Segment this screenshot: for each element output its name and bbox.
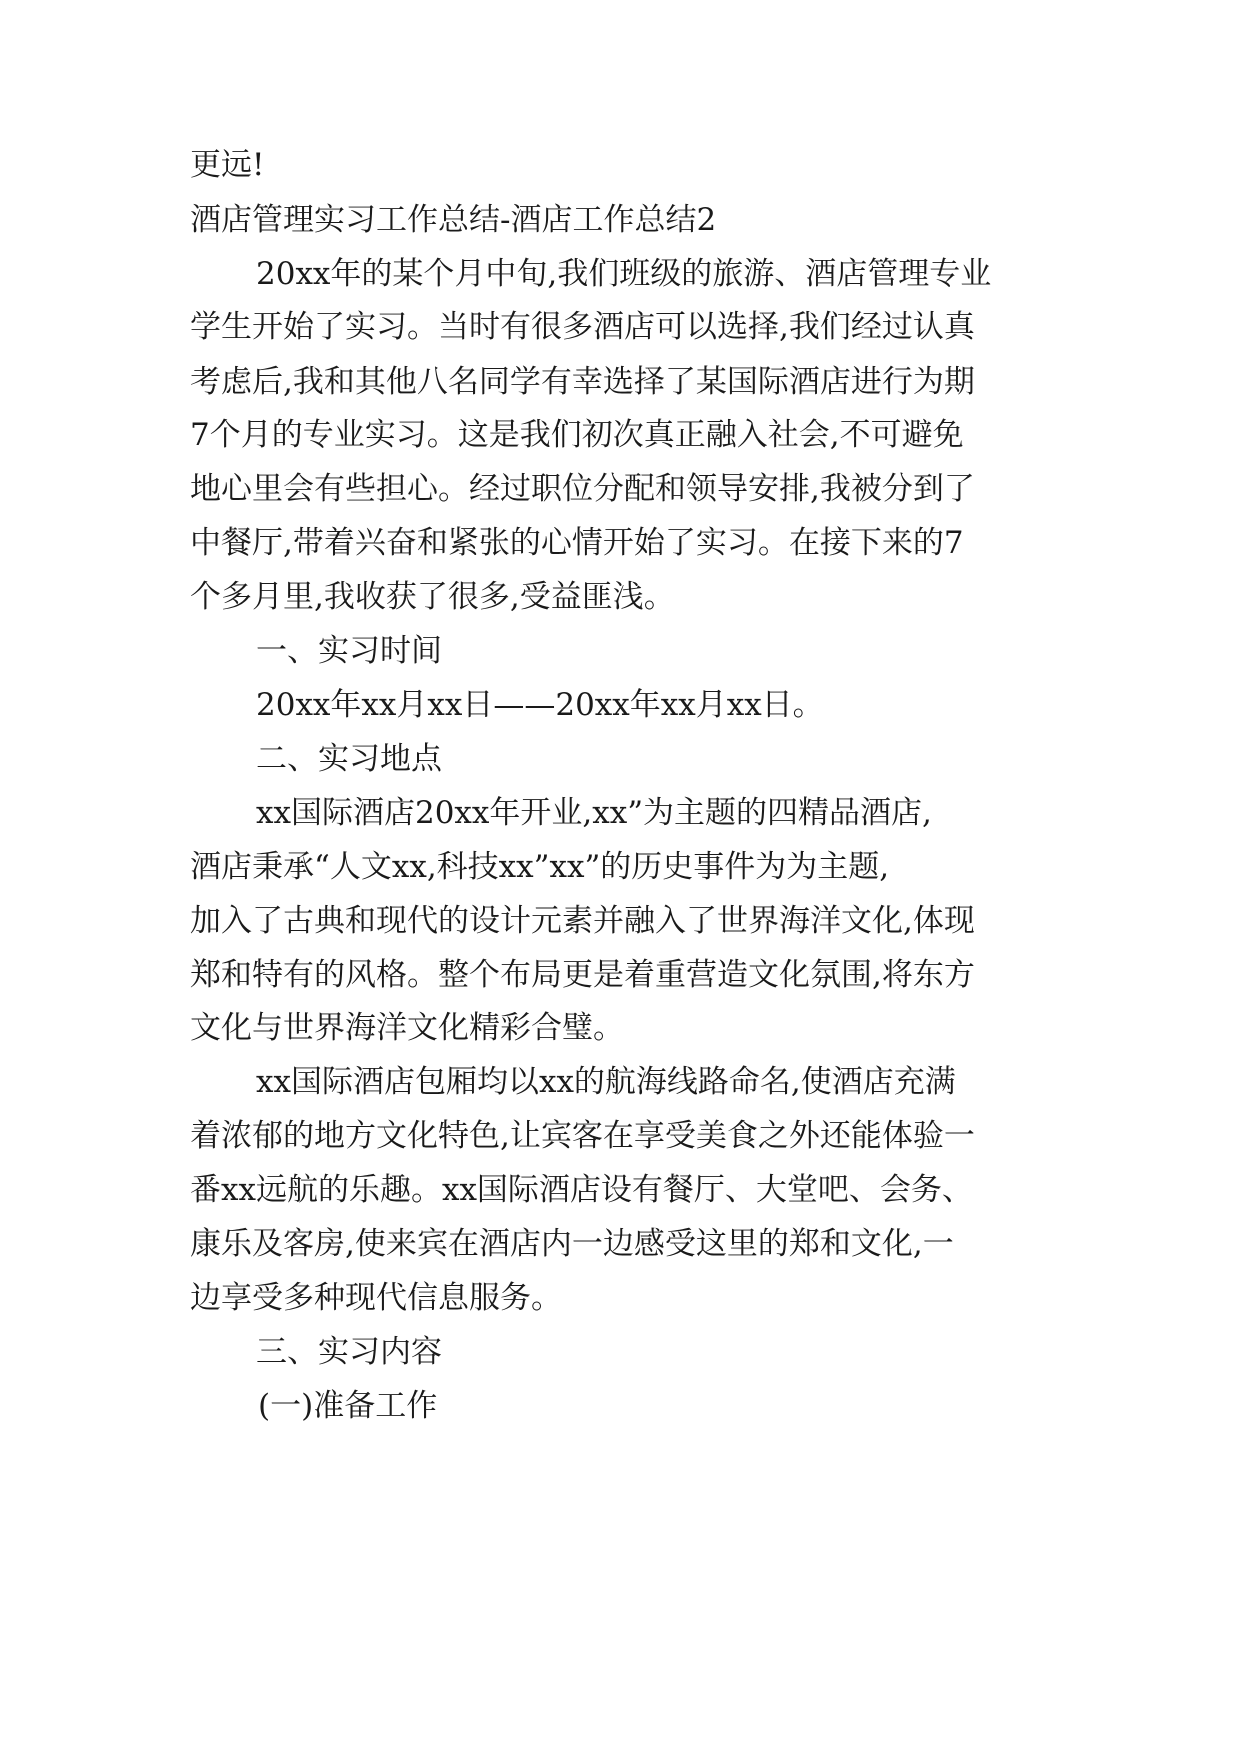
text-line: 中餐厅,带着兴奋和紧张的心情开始了实习。在接下来的7	[190, 525, 964, 561]
section-title: 酒店管理实习工作总结-酒店工作总结2	[190, 202, 717, 238]
text-line: xx国际酒店20xx年开业,xx”为主题的四精品酒店,	[256, 795, 932, 831]
text-line: 郑和特有的风格。整个布局更是着重营造文化氛围,将东方	[190, 957, 975, 993]
heading-line: 一、实习时间	[256, 633, 442, 669]
heading-line: 三、实习内容	[256, 1334, 442, 1370]
text-line: 考虑后,我和其他八名同学有幸选择了某国际酒店进行为期	[190, 364, 975, 400]
text-line: 20xx年xx月xx日——20xx年xx月xx日。	[256, 687, 824, 723]
text-line: 文化与世界海洋文化精彩合璧。	[190, 1010, 624, 1046]
text-line: 学生开始了实习。当时有很多酒店可以选择,我们经过认真	[190, 309, 975, 345]
text-line: xx国际酒店包厢均以xx的航海线路命名,使酒店充满	[256, 1064, 956, 1100]
text-line: 酒店秉承“人文xx,科技xx”xx”的历史事件为为主题,	[190, 849, 890, 885]
text-line: 番xx远航的乐趣。xx国际酒店设有餐厅、大堂吧、会务、	[190, 1172, 973, 1208]
text-line: 着浓郁的地方文化特色,让宾客在享受美食之外还能体验一	[190, 1118, 975, 1154]
text-line: 边享受多种现代信息服务。	[190, 1280, 562, 1316]
text-line: 个多月里,我收获了很多,受益匪浅。	[190, 579, 675, 615]
text-line: 加入了古典和现代的设计元素并融入了世界海洋文化,体现	[190, 903, 975, 939]
text-line: 20xx年的某个月中旬,我们班级的旅游、酒店管理专业	[256, 256, 992, 292]
subheading-line: (一)准备工作	[258, 1388, 438, 1424]
text-line: 康乐及客房,使来宾在酒店内一边感受这里的郑和文化,一	[190, 1226, 954, 1262]
heading-line: 二、实习地点	[256, 741, 442, 777]
text-line: 地心里会有些担心。经过职位分配和领导安排,我被分到了	[190, 471, 975, 507]
text-line: 7个月的专业实习。这是我们初次真正融入社会,不可避免	[190, 417, 964, 453]
text-line: 更远!	[190, 147, 265, 183]
